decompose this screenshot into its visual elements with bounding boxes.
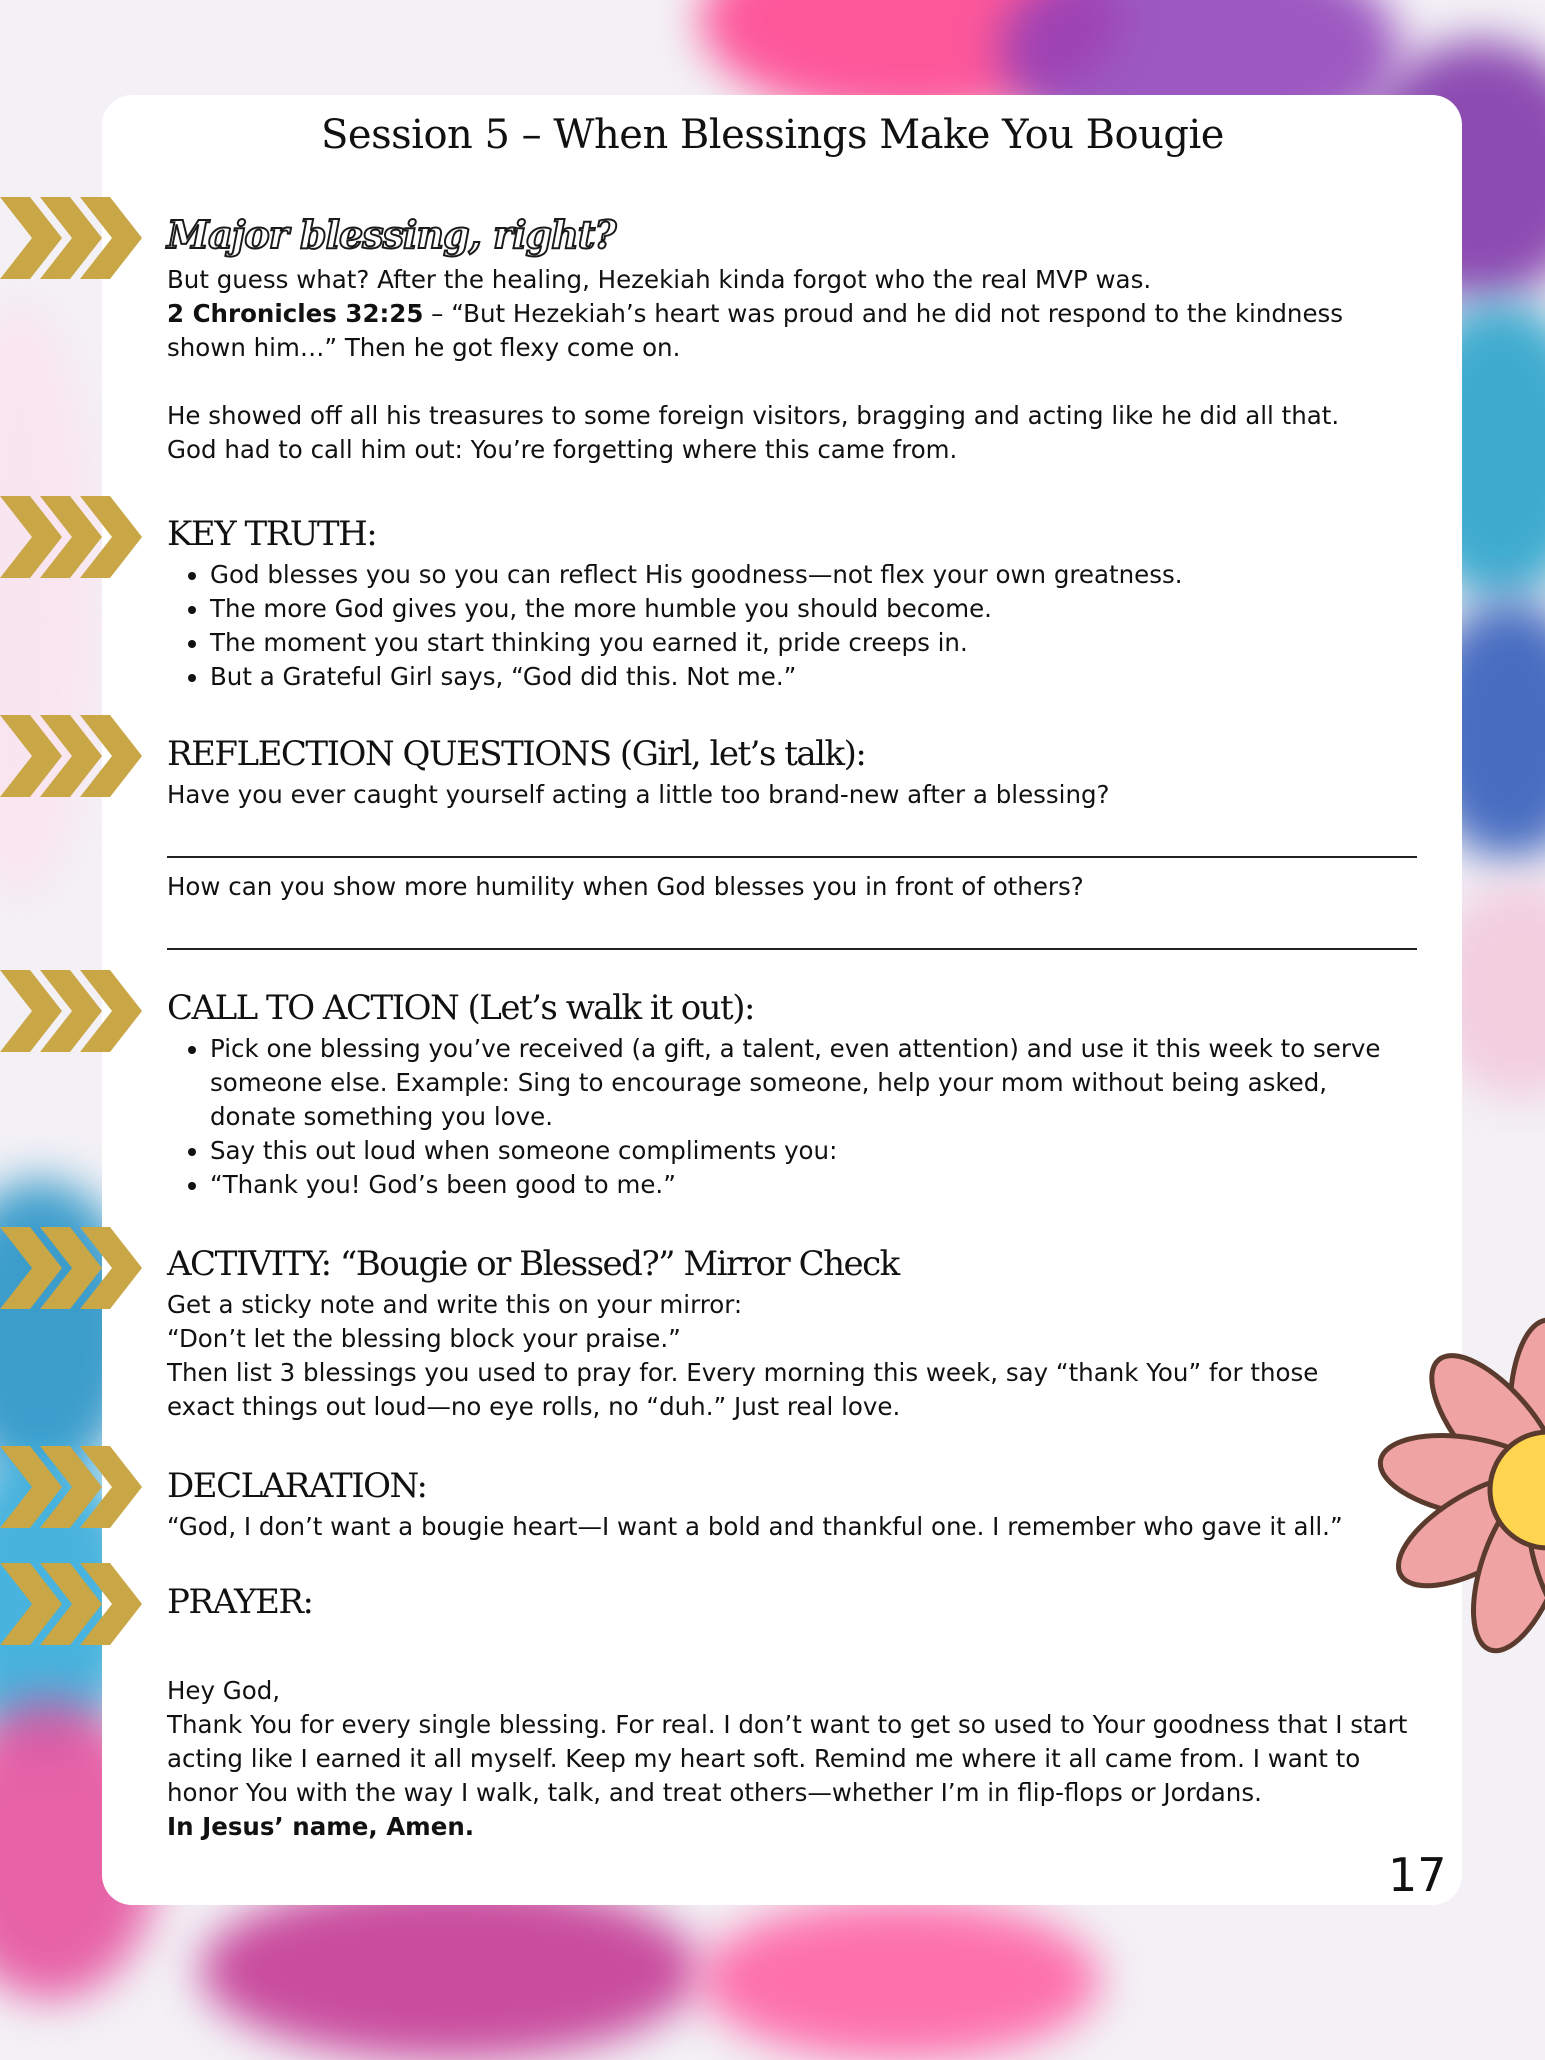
prayer-section <box>167 1582 1417 1844</box>
gold-chevrons-icon <box>0 1563 142 1645</box>
list-item: • “Thank you! God’s been good to me.” <box>210 1168 1417 1202</box>
intro-section <box>167 212 1417 467</box>
reflection-heading: REFLECTION QUESTIONS (Girl, let’s talk): <box>167 734 866 774</box>
activity-heading: ACTIVITY: “Bougie or Blessed?” Mirror Check <box>167 1244 899 1284</box>
activity-section <box>167 1244 1417 1424</box>
flower-icon <box>1348 1300 1545 1680</box>
prayer-closing <box>167 1810 1417 1844</box>
list-item: • The more God gives you, the more humble you should become. <box>210 592 1417 626</box>
gold-chevrons-icon <box>0 715 142 797</box>
activity-line: “Don’t let the blessing block your praise.” <box>167 1324 681 1353</box>
activity-line: Get a sticky note and write this on your mirror: <box>167 1290 743 1319</box>
page-number: 17 <box>1388 1848 1447 1902</box>
declaration-heading: DECLARATION: <box>167 1466 427 1506</box>
verse-text: – “But Hezekiah’s heart was proud and he did not respond to the kindness shown him…” Then he got flexy come on. <box>167 299 1344 362</box>
reflection-question: Have you ever caught yourself acting a little too brand-new after a blessing? <box>167 780 1110 809</box>
list-item: • But a Grateful Girl says, “God did this. Not me.” <box>210 660 1417 694</box>
reflection-section <box>167 734 1417 962</box>
key-truth-list <box>167 558 1417 694</box>
answer-line[interactable] <box>167 856 1417 858</box>
reflection-question: How can you show more humility when God blesses you in front of others? <box>167 872 1084 901</box>
answer-line[interactable] <box>167 948 1417 950</box>
gold-chevrons-icon <box>0 1227 142 1309</box>
intro-line: But guess what? After the healing, Hezekiah kinda forgot who the real MVP was. <box>167 265 1152 294</box>
call-to-action-list <box>167 1032 1417 1202</box>
list-item: • God blesses you so you can reflect His goodness—not flex your own greatness. <box>210 558 1417 592</box>
gold-chevrons-icon <box>0 970 142 1052</box>
prayer-body: Thank You for every single blessing. For real. I don’t want to get so used to Your goodness that I start acting like I earned it all myself. Keep my heart soft. Remind me where it all came from. I want to honor You with the way I walk, talk, and treat others—whether I’m in flip-flops or Jordans. <box>167 1710 1408 1807</box>
list-item: • Pick one blessing you’ve received (a gift, a talent, even attention) and use it this week to serve someone else. Example: Sing to encourage someone, help your mom without being asked, donate something you love. <box>210 1032 1417 1134</box>
verse-reference: 2 Chronicles 32:25 <box>167 299 424 328</box>
gold-chevrons-icon <box>0 1446 142 1528</box>
declaration-text: “God, I don’t want a bougie heart—I want a bold and thankful one. I remember who gave it all.” <box>167 1512 1343 1541</box>
call-to-action-heading: CALL TO ACTION (Let’s walk it out): <box>167 988 754 1028</box>
list-item: • Say this out loud when someone compliments you: <box>210 1134 1417 1168</box>
verse-paragraph <box>167 297 1417 365</box>
gold-chevrons-icon <box>0 197 142 279</box>
key-truth-section <box>167 514 1417 694</box>
key-truth-heading: KEY TRUTH: <box>167 514 377 554</box>
page-title: Session 5 – When Blessings Make You Bougie <box>321 112 1224 158</box>
activity-line: Then list 3 blessings you used to pray for. Every morning this week, say “thank You” for those exact things out loud—no eye rolls, no “duh.” Just real love. <box>167 1358 1319 1421</box>
list-item: • The moment you start thinking you earned it, pride creeps in. <box>210 626 1417 660</box>
intro-paragraph-line: God had to call him out: You’re forgetting where this came from. <box>167 435 958 464</box>
intro-heading: Major blessing, right? <box>167 212 616 257</box>
declaration-section <box>167 1466 1417 1544</box>
call-to-action-section <box>167 988 1417 1202</box>
prayer-greeting: Hey God, <box>167 1676 281 1705</box>
intro-paragraph-line: He showed off all his treasures to some foreign visitors, bragging and acting like he did all that. <box>167 401 1340 430</box>
prayer-heading: PRAYER: <box>167 1582 313 1622</box>
prayer-closing-text: In Jesus’ name, Amen. <box>167 1812 475 1841</box>
gold-chevrons-icon <box>0 496 142 578</box>
